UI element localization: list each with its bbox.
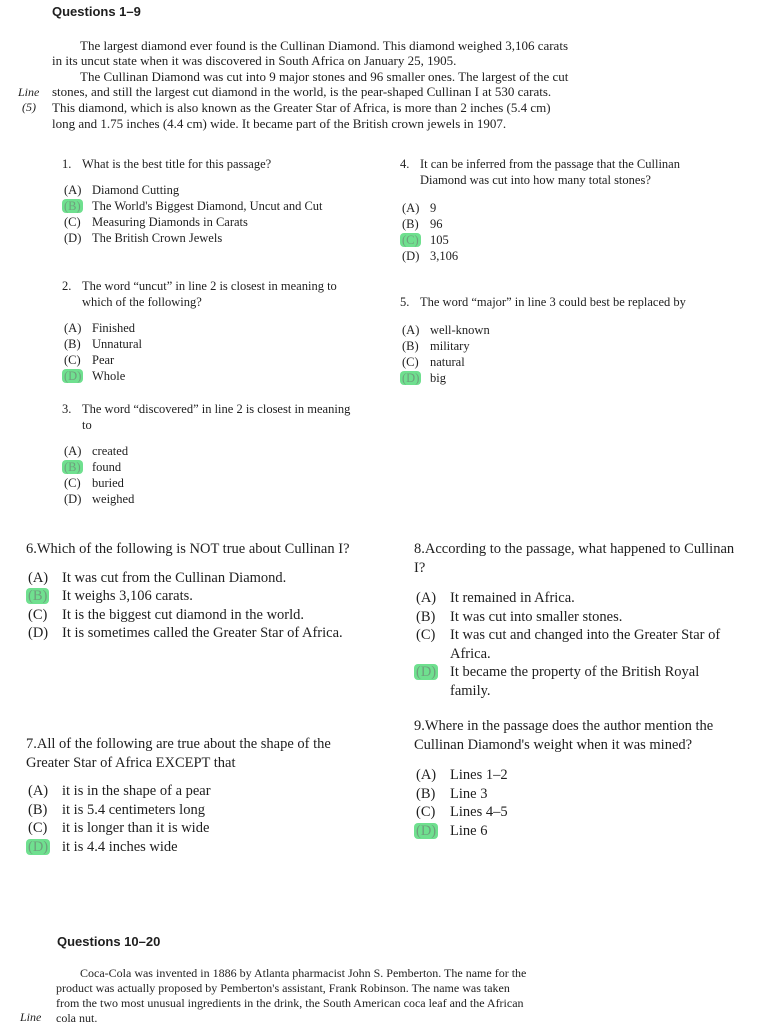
answer-text: 9 <box>430 201 437 215</box>
answer-option[interactable] <box>26 801 371 820</box>
answer-letter: (A) <box>402 323 420 337</box>
answer-option[interactable] <box>62 230 352 246</box>
answer-text: The World's Biggest Diamond, Uncut and Cut <box>92 199 323 213</box>
highlighted-answer-letter: (D) <box>64 369 82 383</box>
question-7 <box>26 735 371 856</box>
answer-option[interactable] <box>62 475 352 491</box>
answer-letter: (A) <box>64 183 82 197</box>
answer-option[interactable] <box>26 624 371 643</box>
answer-options <box>62 182 352 246</box>
answer-text: It was cut into smaller stones. <box>450 608 623 625</box>
answer-text: Diamond Cutting <box>92 183 180 197</box>
highlighted-answer-letter: (D) <box>416 664 437 680</box>
answer-text: well-known <box>430 323 490 337</box>
answer-text: weighed <box>92 492 135 506</box>
highlighted-answer-letter: (C) <box>402 233 419 247</box>
question-2 <box>62 278 352 384</box>
answer-text: 96 <box>430 217 443 231</box>
answer-letter: (A) <box>64 444 82 458</box>
answer-letter: (B) <box>416 608 436 625</box>
passage-line: product was actually proposed by Pemberton's assistant, Frank Robinson. The name was taken <box>56 981 510 995</box>
answer-text: It is sometimes called the Greater Star of Africa. <box>62 625 343 641</box>
answer-letter: (A) <box>416 590 437 606</box>
question-1 <box>62 156 352 246</box>
answer-text: The British Crown Jewels <box>92 231 223 245</box>
question-stem: What is the best title for this passage? <box>82 157 272 171</box>
answer-letter: (C) <box>416 804 436 820</box>
answer-letter: (A) <box>416 767 437 783</box>
margin-line-label: Line <box>18 85 40 99</box>
margin-line-number: (5) <box>22 100 36 114</box>
answer-options <box>400 322 700 386</box>
answer-letter: (C) <box>64 215 81 229</box>
answer-letter: (B) <box>416 785 436 802</box>
answer-option[interactable] <box>26 569 371 588</box>
section-heading: Questions 1–9 <box>52 4 141 19</box>
answer-option[interactable] <box>414 589 739 608</box>
answer-text: It was cut from the Cullinan Diamond. <box>62 569 287 586</box>
answer-option[interactable] <box>62 214 352 230</box>
answer-text: Unnatural <box>92 337 142 351</box>
question-6 <box>26 540 371 643</box>
passage-line: cola nut. <box>56 1011 98 1025</box>
answer-letter: (C) <box>416 627 436 643</box>
answer-letter: (A) <box>28 569 49 586</box>
answer-letter: (B) <box>402 339 419 353</box>
answer-text: Measuring Diamonds in Carats <box>92 215 248 229</box>
answer-text: It is the biggest cut diamond in the world. <box>62 606 305 623</box>
answer-option[interactable] <box>62 368 352 384</box>
passage-line: The largest diamond ever found is the Cullinan Diamond. This diamond weighed 3,106 carats <box>80 38 569 53</box>
highlighted-answer-letter: (B) <box>28 588 48 604</box>
answer-option[interactable] <box>400 232 700 248</box>
answer-text: it is 4.4 inches wide <box>62 838 178 855</box>
answer-letter: (D) <box>28 625 49 641</box>
answer-text: created <box>92 444 129 458</box>
answer-text: Line 3 <box>450 785 488 802</box>
passage-line: stones, and still the largest cut diamond in the world, is the pear-shaped Cullinan I at 530 carats. <box>52 84 552 99</box>
answer-text: Lines 4–5 <box>450 804 508 820</box>
answer-text: Line 6 <box>450 822 488 839</box>
answer-letter: (B) <box>64 337 81 351</box>
answer-option[interactable] <box>414 785 739 804</box>
answer-option[interactable] <box>62 336 352 352</box>
answer-option[interactable] <box>414 626 739 663</box>
question-number: 2. <box>62 279 72 293</box>
answer-text: It became the property of the British Royal family. <box>450 664 700 699</box>
highlighted-answer-letter: (D) <box>402 371 420 385</box>
question-stem: The word “uncut” in line 2 is closest in meaning to which of the following? <box>82 279 337 309</box>
answer-option[interactable] <box>400 322 700 338</box>
passage-line: long and 1.75 inches (4.4 cm) wide. It became part of the British crown jewels in 1907. <box>52 116 507 131</box>
answer-letter: (C) <box>64 353 81 367</box>
answer-option[interactable] <box>62 443 352 459</box>
answer-text: it is in the shape of a pear <box>62 783 211 799</box>
answer-text: Whole <box>92 369 126 383</box>
highlighted-answer-letter: (B) <box>64 199 81 213</box>
answer-letter: (D) <box>402 249 420 263</box>
answer-letter: (B) <box>402 217 419 231</box>
question-number: 9. <box>414 718 425 734</box>
answer-option[interactable] <box>62 198 352 214</box>
answer-option[interactable] <box>414 803 739 822</box>
answer-option[interactable] <box>62 491 352 507</box>
answer-text: buried <box>92 476 124 490</box>
answer-option[interactable] <box>26 782 371 801</box>
section-heading-2: Questions 10–20 <box>57 934 161 949</box>
answer-option[interactable] <box>400 338 700 354</box>
question-number: 3. <box>62 402 72 416</box>
answer-letter: (A) <box>64 321 82 335</box>
question-number: 1. <box>62 157 72 171</box>
question-4 <box>400 156 700 264</box>
question-stem: It can be inferred from the passage that the Cullinan Diamond was cut into how many total stones? <box>420 157 680 187</box>
answer-option[interactable] <box>414 822 739 841</box>
answer-option[interactable] <box>400 248 700 264</box>
answer-letter: (A) <box>28 783 49 799</box>
answer-letter: (C) <box>28 820 48 836</box>
passage-line: Coca-Cola was invented in 1886 by Atlanta pharmacist John S. Pemberton. The name for the <box>80 966 527 980</box>
answer-option[interactable] <box>26 587 371 606</box>
answer-option[interactable] <box>26 838 371 857</box>
answer-option[interactable] <box>400 370 700 386</box>
highlighted-answer-letter: (B) <box>64 460 81 474</box>
answer-letter: (D) <box>64 231 82 245</box>
highlighted-answer-letter: (D) <box>416 822 437 839</box>
answer-options <box>26 569 371 643</box>
margin-line-label-2: Line <box>20 1010 42 1024</box>
answer-letter: (C) <box>64 476 81 490</box>
answer-text: 105 <box>430 233 449 247</box>
answer-options <box>414 589 739 700</box>
passage-line: from the two most unusual ingredients in the drink, the South American coca leaf and the African <box>56 996 524 1010</box>
highlighted-answer-letter: (D) <box>28 838 49 855</box>
passage-line: in its uncut state when it was discovered in South Africa on January 25, 1905. <box>52 53 457 68</box>
question-number: 8. <box>414 541 425 557</box>
answer-letter: (C) <box>28 606 48 623</box>
answer-text: military <box>430 339 470 353</box>
answer-text: It weighs 3,106 carats. <box>62 588 193 604</box>
answer-text: Lines 1–2 <box>450 767 508 783</box>
answer-option[interactable] <box>26 606 371 625</box>
passage-line: This diamond, which is also known as the Greater Star of Africa, is more than 2 inches (5.4 cm) <box>52 100 551 115</box>
answer-text: Pear <box>92 353 115 367</box>
question-8 <box>414 540 739 700</box>
question-stem: Where in the passage does the author mention the Cullinan Diamond's weight when it was mined? <box>414 718 714 753</box>
answer-options <box>26 782 371 856</box>
answer-option[interactable] <box>414 766 739 785</box>
answer-letter: (D) <box>64 492 82 506</box>
question-stem: All of the following are true about the shape of the Greater Star of Africa EXCEPT that <box>26 736 331 771</box>
question-number: 6. <box>26 541 37 557</box>
answer-option[interactable] <box>62 352 352 368</box>
answer-option[interactable] <box>414 608 739 627</box>
answer-options <box>62 320 352 384</box>
answer-text: found <box>92 460 122 474</box>
answer-options <box>400 200 700 264</box>
answer-option[interactable] <box>26 819 371 838</box>
answer-option[interactable] <box>62 459 352 475</box>
answer-options <box>62 443 352 507</box>
answer-option[interactable] <box>414 663 739 700</box>
answer-text: Finished <box>92 321 136 335</box>
answer-text: It remained in Africa. <box>450 590 575 606</box>
question-number: 5. <box>400 295 410 309</box>
answer-letter: (C) <box>402 355 419 369</box>
passage-line: The Cullinan Diamond was cut into 9 major stones and 96 smaller ones. The largest of the cut <box>80 69 569 84</box>
answer-text: it is 5.4 centimeters long <box>62 801 205 818</box>
answer-option[interactable] <box>400 354 700 370</box>
question-9 <box>414 717 739 840</box>
answer-text: natural <box>430 355 465 369</box>
question-stem: The word “major” in line 3 could best be replaced by <box>420 295 686 309</box>
answer-option[interactable] <box>62 182 352 198</box>
question-5 <box>400 294 700 386</box>
question-stem: According to the passage, what happened to Cullinan I? <box>414 541 735 576</box>
answer-text: big <box>430 371 446 385</box>
answer-text: it is longer than it is wide <box>62 820 210 836</box>
question-3 <box>62 401 352 507</box>
question-number: 4. <box>400 157 410 171</box>
question-stem: Which of the following is NOT true about Cullinan I? <box>36 541 350 557</box>
answer-text: 3,106 <box>430 249 459 263</box>
answer-letter: (A) <box>402 201 420 215</box>
answer-letter: (B) <box>28 801 48 818</box>
question-number: 7. <box>26 736 37 752</box>
question-stem: The word “discovered” in line 2 is closest in meaning to <box>82 402 351 432</box>
answer-options <box>414 766 739 840</box>
answer-text: It was cut and changed into the Greater Star of Africa. <box>450 627 721 662</box>
answer-option[interactable] <box>62 320 352 336</box>
answer-option[interactable] <box>400 200 700 216</box>
answer-option[interactable] <box>400 216 700 232</box>
